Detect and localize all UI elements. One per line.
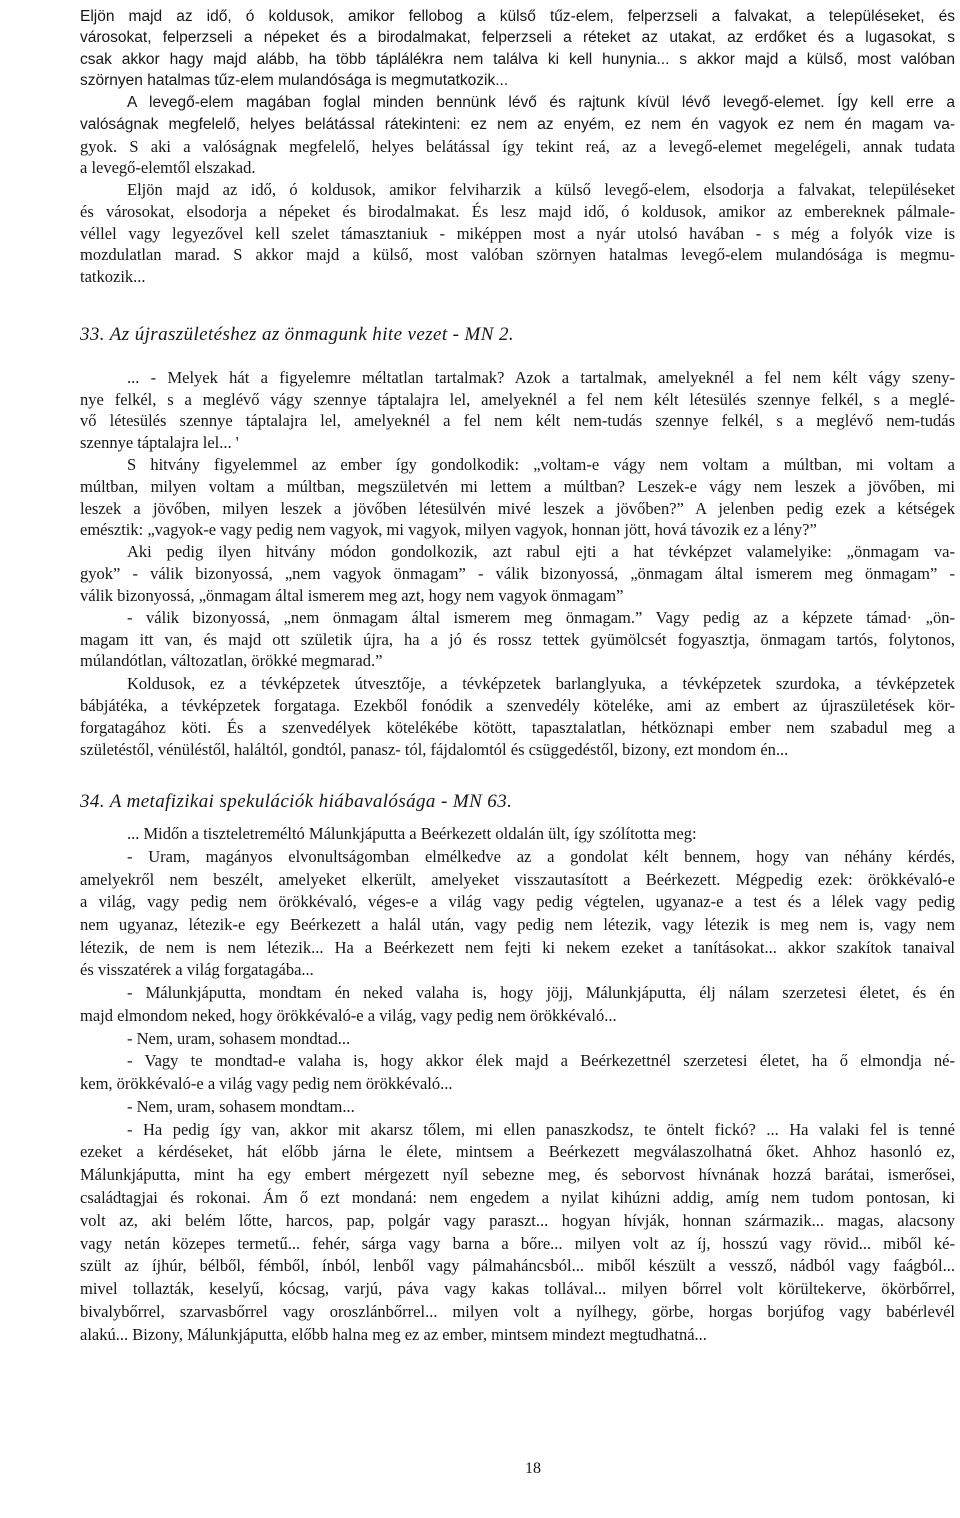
text-line: a világ, vagy pedig nem örökkévaló, véges-e a világ vagy pedig végtelen, ugyanaz-e a test és a lélek vagy pedig xyxy=(80,892,955,911)
text-line: és városokat, elsodorja a népeket és birodalmakat. És lesz majd idő, ó koldusok, amikor az embereknek pálmale- xyxy=(80,202,955,221)
text-line: Aki pedig ilyen hitvány módon gondolkozik, azt rabul ejti a hat tévképzet valamelyike: „önmagam va- xyxy=(127,542,955,561)
text-line: vagy netán közepes termetű... fehér, sárga vagy barna a bőre... milyen volt az íj, hosszú vagy rövid... miből ké- xyxy=(80,1234,955,1253)
text-line: szörnyen hatalmas tűz-elem mulandósága is megmutatkozik... xyxy=(80,72,509,89)
text-line: A levegő-elem magában foglal minden bennünk lévő és rajtunk kívül lévő levegő-elemet. Így kell erre a xyxy=(127,94,955,111)
text-line: - Nem, uram, sohasem mondtam... xyxy=(127,1097,355,1116)
text-line: emésztik: „vagyok-e vagy pedig nem vagyok, mi vagyok, milyen vagyok, honnan jött, hová távozik ez a lény?” xyxy=(80,520,817,539)
text-line: gyok. S aki a valóságnak megfelelő, helyes belátással így tekint reá, az a levegő-elemet megelégeli, annak tudata xyxy=(80,137,955,156)
text-line: volt az, aki belém lőtte, harcos, pap, polgár vagy paraszt... hogyan hívják, honnan származik... magas, alacsony xyxy=(80,1211,955,1230)
text-line: - Nem, uram, sohasem mondtad... xyxy=(127,1029,351,1048)
text-line: nem ugyanaz, létezik-e egy Beérkezett a halál után, vagy pedig nem létezik, vagy létezik is meg nem is, vagy nem xyxy=(80,915,955,934)
text-line: csak akkor hagy majd alább, ha több táplálékra nem találva ki kell hunynia... s akkor majd a külső, most valóban xyxy=(80,51,955,68)
text-line: bivalybőrrel, szarvasbőrrel vagy oroszlánbőrrel... milyen volt a nyílhegy, görbe, horgas borjúfog vagy babérlevél xyxy=(80,1302,955,1321)
text-line: szült az íjhúr, bélből, fémből, ínból, lenből vagy pálmaháncsból... miből készült a vessző, nádból vagy faágból... xyxy=(80,1256,955,1275)
text-line: - Ha pedig így van, akkor mit akarsz tőlem, mi ellen panaszkodsz, te öntelt fickó? ... Ha valaki fel is tenné xyxy=(127,1120,955,1139)
text-line: múltban, milyen voltam a múltban, megszületvén mi lettem a múltban? Leszek-e vágy nem leszek a jövőben, mi xyxy=(80,477,955,496)
text-line: létezik, de nem is nem létezik... Ha a Beérkezett nem fejti ki nekem ezeket a tanításokat... akkor szakítok tanaival xyxy=(80,938,955,957)
text-line: majd elmondom neked, hogy örökkévaló-e a világ, vagy pedig nem örökkévaló... xyxy=(80,1006,617,1025)
text-line: vő létesülés szennye táptalajra lel, amelyeknél a fel nem kélt nem-tudás szennye felkél, s a meglévő nem-tudás xyxy=(80,411,955,430)
text-line: születéstől, vénüléstől, haláltól, gondtól, panasz- tól, fájdalomtól és csüggedéstől, bizony, ezt mondom én... xyxy=(80,740,789,759)
section-heading: 33. Az újraszületéshez az önmagunk hite vezet - MN 2. xyxy=(80,324,515,345)
text-line: tatkozik... xyxy=(80,267,146,286)
text-line: - Uram, magányos elvonultságomban elmélkedve az a gondolat kélt bennem, hogy van néhány kérdés, xyxy=(127,847,955,866)
text-line: ezeket a kérdéseket, hát előbb járna le élete, mintsem a Beérkezett megválaszolhatná őket. Ahhoz hasonló ez, xyxy=(80,1142,955,1161)
section-heading: 34. A metafizikai spekulációk hiábavalósága - MN 63. xyxy=(80,791,513,812)
text-line: Eljön majd az idő, ó koldusok, amikor felviharzik a külső levegő-elem, elsodorja a falvakat, településeket xyxy=(127,180,955,199)
text-line: válik bizonyossá, „önmagam által ismerem meg azt, hogy nem vagyok önmagam” xyxy=(80,586,624,605)
text-line: bábjátéka, a tévképzetek forgataga. Ezekből fonódik a szenvedély köteléke, ami az embert az újraszületések kör- xyxy=(80,696,955,715)
text-line: Eljön majd az idő, ó koldusok, amikor fellobog a külső tűz-elem, felperzseli a falvakat, a településeket, és xyxy=(80,8,955,25)
text-line: amelyekről nem beszélt, amelyeket elkerült, amelyeket visszautasított a Beérkezett. Mégpedig ezek: örökkévaló-e xyxy=(80,870,955,889)
text-line: forgatagához köti. És a szenvedélyek kötelékébe kötött, tapasztalatlan, hétköznapi ember nem szabadul meg a xyxy=(80,718,955,737)
text-line: - válik bizonyossá, „nem önmagam által ismerem meg önmagam.” Vagy pedig az a képzete támad· „ön- xyxy=(127,608,955,627)
text-line: S hitvány figyelemmel az ember így gondolkodik: „voltam-e vágy nem voltam a múltban, mi voltam a xyxy=(127,455,955,474)
text-line: mivel tollazták, keselyű, kócsag, varjú, páva vagy kakas tollával... milyen bőrrel volt körültekerve, ökörbőrrel, xyxy=(80,1279,955,1298)
text-line: szennye táptalajra lel... ' xyxy=(80,433,239,452)
text-line: gyok” - válik bizonyossá, „nem vagyok önmagam” - válik bizonyossá, „önmagam által ismerem meg önmagam” - xyxy=(80,564,955,583)
text-line: ... - Melyek hát a figyelemre méltatlan tartalmak? Azok a tartalmak, amelyeknél a fel nem kélt vágy szeny- xyxy=(127,368,955,387)
text-line: ... Midőn a tiszteletreméltó Málunkjáputta a Beérkezett oldalán ült, így szólította meg: xyxy=(127,824,697,843)
text-line: a levegő-elemtől elszakad. xyxy=(80,158,256,177)
text-line: - Vagy te mondtad-e valaha is, hogy akkor élek majd a Beérkezettnél szerzetesi életet, ha ő elmondja né- xyxy=(127,1051,955,1070)
text-line: városokat, felperzseli a népeket és a birodalmakat, felperzseli a réteket az utakat, az erdőket és a lugasokat, s xyxy=(80,29,955,46)
text-line: és visszatérek a világ forgatagába... xyxy=(80,960,314,979)
text-line: - Málunkjáputta, mondtam én neked valaha is, hogy jöjj, Málunkjáputta, élj nálam szerzetesi életet, és én xyxy=(127,983,955,1002)
text-line: valóságnak megfelelő, helyes belátással rátekinteni: ez nem az enyém, ez nem én vagyok ez nem én magam va- xyxy=(80,116,955,133)
text-line: Málunkjáputta, mint ha egy embert mérgezett nyíl sebezne meg, és seborvost hívnának hozzá barátai, ismerősei, xyxy=(80,1165,955,1184)
text-line: leszek a jövőben, milyen leszek a jövőben létesülvén mivé leszek a jövőben?” A jelenben pedig ezek a kétségek xyxy=(80,499,955,518)
text-line: családtagjai és rokonai. Ám ő ezt mondaná: nem engedem a nyilat kihúzni addig, amíg nem tudom pontosan, ki xyxy=(80,1188,955,1207)
text-line: véllel vagy legyezővel kell szelet támasztaniuk - miképpen most a nyár utolsó havában - s még a folyók vize is xyxy=(80,224,955,243)
text-line: nye felkél, s a meglévő vágy szennye táptalajra lel, amelyeknél a fel nem kélt létesülés szennye felkél, s a meglé- xyxy=(80,390,955,409)
page-number: 18 xyxy=(525,1460,541,1477)
text-line: alakú... Bizony, Málunkjáputta, előbb halna meg ez az ember, mintsem mindezt megtudhatná... xyxy=(80,1325,707,1344)
text-line: Koldusok, ez a tévképzetek útvesztője, a tévképzetek barlanglyuka, a tévképzetek szurdoka, a tévképzetek xyxy=(127,674,955,693)
text-line: kem, örökkévaló-e a világ vagy pedig nem örökkévaló... xyxy=(80,1074,453,1093)
text-line: múlandótlan, változatlan, örökké megmarad.” xyxy=(80,651,383,670)
text-line: magam itt van, és majd ott születik újra, ha a jó és rossz tettek gyümölcsét fogyasztja, önmagam tartós, folytonos, xyxy=(80,630,955,649)
text-line: mozdulatlan marad. S akkor majd a külső, most valóban szörnyen hatalmas levegő-elem mulandósága is megmu- xyxy=(80,245,955,264)
